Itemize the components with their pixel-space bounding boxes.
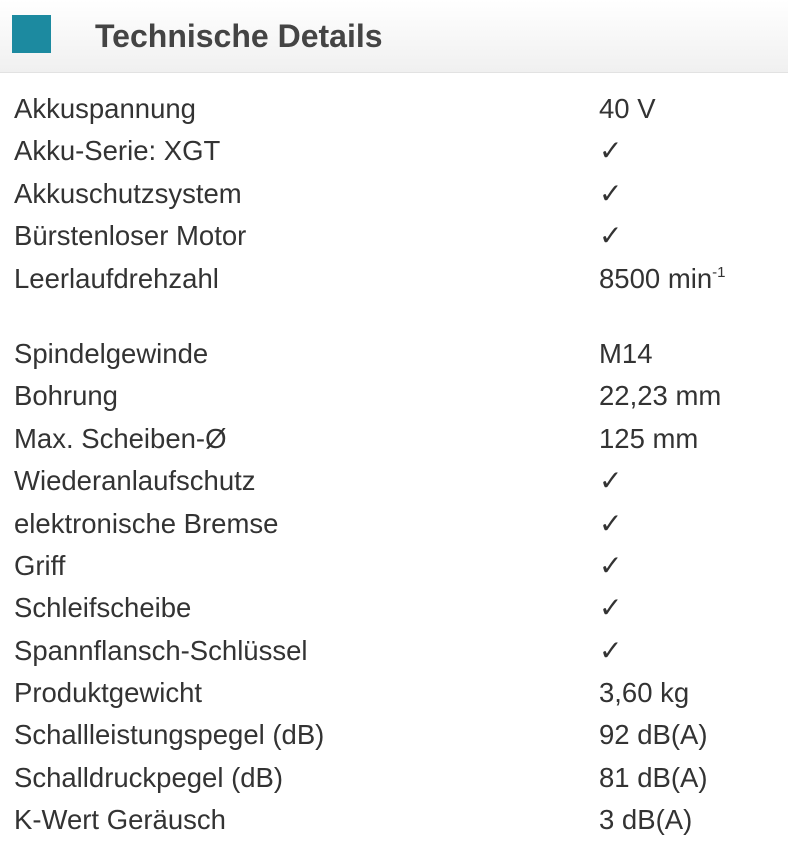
spec-label: Bohrung <box>14 380 118 412</box>
section-title: Technische Details <box>95 18 383 54</box>
spec-label: Leerlaufdrehzahl <box>14 262 219 294</box>
spec-label: elektronische Bremse <box>14 507 279 539</box>
spec-value: 8500 min <box>599 262 713 294</box>
spec-label: Wiederanlaufschutz <box>14 465 256 497</box>
spec-row-produktgewicht <box>0 672 788 714</box>
group-divider <box>0 300 788 333</box>
spec-row-schleifscheibe <box>0 587 788 629</box>
section-header <box>0 0 788 73</box>
spec-row-max-scheiben <box>0 418 788 460</box>
check-icon: ✓ <box>599 548 623 582</box>
spec-label: Spindelgewinde <box>14 337 209 369</box>
check-icon: ✓ <box>599 134 623 168</box>
spec-row-schallleistungspegel <box>0 714 788 756</box>
spec-label: Schallleistungspegel (dB) <box>14 719 325 751</box>
spec-row-bohrung <box>0 375 788 417</box>
spec-value: M14 <box>599 337 653 369</box>
check-icon: ✓ <box>599 219 623 253</box>
spec-row-k-wert-geraeusch <box>0 799 788 841</box>
spec-value: 3 dB(A) <box>599 804 693 836</box>
spec-label: Spannflansch-Schlüssel <box>14 634 308 666</box>
spec-value: 92 dB(A) <box>599 719 708 751</box>
check-icon: ✓ <box>599 633 623 667</box>
spec-table <box>0 88 788 842</box>
spec-label: Akkuspannung <box>14 93 196 124</box>
spec-row-akku-serie <box>0 130 788 172</box>
spec-label: Akku-Serie: XGT <box>14 135 221 167</box>
spec-row-akkuspannung <box>0 88 788 130</box>
spec-row-elektronische-bremse <box>0 503 788 545</box>
spec-row-akkuschutzsystem <box>0 173 788 215</box>
spec-row-spannflansch-schluessel <box>0 630 788 672</box>
spec-value: 125 mm <box>599 422 699 454</box>
spec-row-buerstenloser-motor <box>0 215 788 257</box>
check-icon: ✓ <box>599 464 623 498</box>
spec-label: Max. Scheiben-Ø <box>14 422 227 454</box>
spec-row-spindelgewinde <box>0 333 788 375</box>
check-icon: ✓ <box>599 176 623 210</box>
square-block-icon <box>12 15 51 53</box>
spec-label: Bürstenloser Motor <box>14 220 247 252</box>
check-icon: ✓ <box>599 591 623 625</box>
spec-row-leerlaufdrehzahl <box>0 258 788 300</box>
spec-row-schalldruckpegel <box>0 757 788 799</box>
spec-row-griff <box>0 545 788 587</box>
spec-label: Griff <box>14 549 66 581</box>
spec-value: 40 V <box>599 93 656 124</box>
spec-label: Akkuschutzsystem <box>14 177 242 209</box>
spec-label: Produktgewicht <box>14 677 203 709</box>
check-icon: ✓ <box>599 506 623 540</box>
spec-label: Schalldruckpegel (dB) <box>14 761 284 793</box>
spec-label: K-Wert Geräusch <box>14 804 226 836</box>
spec-label: Schleifscheibe <box>14 592 192 624</box>
spec-value-speed <box>599 258 725 300</box>
spec-value: 22,23 mm <box>599 380 722 412</box>
spec-row-wiederanlaufschutz <box>0 460 788 502</box>
unit-exponent: -1 <box>712 263 726 281</box>
spec-value: 81 dB(A) <box>599 761 708 793</box>
spec-value: 3,60 kg <box>599 677 690 709</box>
